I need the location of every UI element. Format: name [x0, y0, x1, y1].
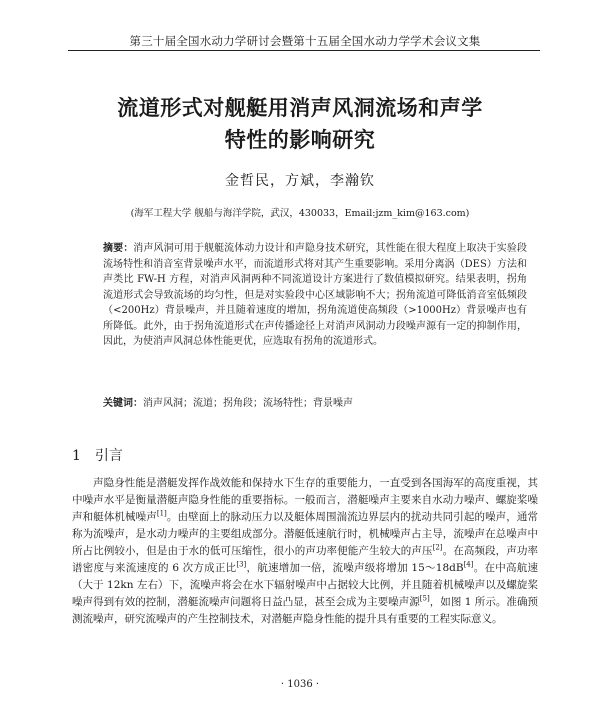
abstract-text: 消声风洞可用于舰艇流体动力设计和声隐身技术研究，其性能在很大程度上取决于实验段流场特性和消音室背景噪声水平，而流道形式将对其产生重要影响。采用分离涡（DES）方法和声类比 FW-H 方程，对消声风洞两种不同流道设计方案进行了数值模拟研究。结果表明，拐角流道形式会导致流场的均匀性，但是对实验段中心区域影响不大；拐角流道可降低消音室低频段（<200Hz）背景噪声，并且随着速度的增加，拐角流道使高频段（>1000Hz）背景噪声也有所降低。此外，由于拐角流道形式在声传播途径上对消声风洞动力段噪声源有一定的抑制作用，因此，为使消声风洞总体性能更优，应选取有拐角的流道形式。 [103, 243, 528, 347]
citation-4[interactable]: [4] [463, 560, 474, 569]
keywords-text: 消声风洞；流道；拐角段；流场特性；背景噪声 [143, 398, 353, 409]
paper-title-line-1: 流道形式对舰艇用消声风洞流场和声学 [117, 95, 483, 120]
author-list: 金哲民，方斌，李瀚钦 [225, 173, 375, 189]
abstract-label: 摘要： [103, 243, 134, 254]
keywords-label: 关键词： [103, 398, 143, 409]
body-text-1: 声隐身性能是潜艇发挥作战效能和保持水下生存的重要能力，一直受到各国海军的高度重视，其中噪声水平是衡量潜艇声隐身性能的重要指标。一般而言，潜艇噪声主要来自水动力噪声、螺旋桨噪声和艇体机械噪声 [72, 477, 538, 523]
body-text-5: 。在中高航速（大于 12kn 左右）下，流噪声将会在水下辐射噪声中占据较大比例，并且随着机械噪声以及螺旋桨噪声得到有效的控制，潜艇流噪声问题将日益凸显，甚至会成为主要噪声源 [72, 562, 539, 608]
body-paragraph [72, 475, 538, 628]
body-text-4: ，航速增加一倍，流噪声级将增加 15～18dB [246, 562, 464, 574]
author-affiliation: (海军工程大学 舰船与海洋学院，武汉，430033，Email:jzm_kim@163.com) [130, 208, 470, 219]
citation-5[interactable]: [5] [419, 594, 430, 603]
body-text-6: ，如图 1 所示。准确预测流噪声，研究流噪声的产生控制技术，对潜艇声隐身性能的提升具有重要的工程实际意义。 [72, 596, 539, 625]
page-number: · 1036 · [280, 679, 320, 690]
paper-title-line-2: 特性的影响研究 [224, 127, 376, 152]
section-title: 引言 [94, 448, 123, 464]
running-header: 第三十届全国水动力学研讨会暨第十五届全国水动力学学术会议文集 [129, 34, 481, 48]
abstract [103, 241, 527, 350]
header-rule [68, 50, 540, 51]
citation-3[interactable]: [3] [236, 560, 247, 569]
body-text-2: 。由壁面上的脉动压力以及艇体周围湍流边界层内的扰动共同引起的噪声，通常称为流噪声，是水动力噪声的主要组成部分。潜艇低速航行时，机械噪声占主导，流噪声在总噪声中所占比例较小，但是由于水的低可压缩性，很小的声功率便能产生较大的声压 [72, 511, 539, 557]
body-text-3: 。在高频段，声功率谱密度与来流速度的 6 次方成正比 [72, 545, 539, 574]
section-number: 1 [72, 448, 81, 464]
citation-2[interactable]: [2] [432, 543, 443, 552]
keywords [103, 396, 527, 411]
citation-1[interactable]: [1] [156, 509, 167, 518]
section-heading [72, 445, 123, 465]
